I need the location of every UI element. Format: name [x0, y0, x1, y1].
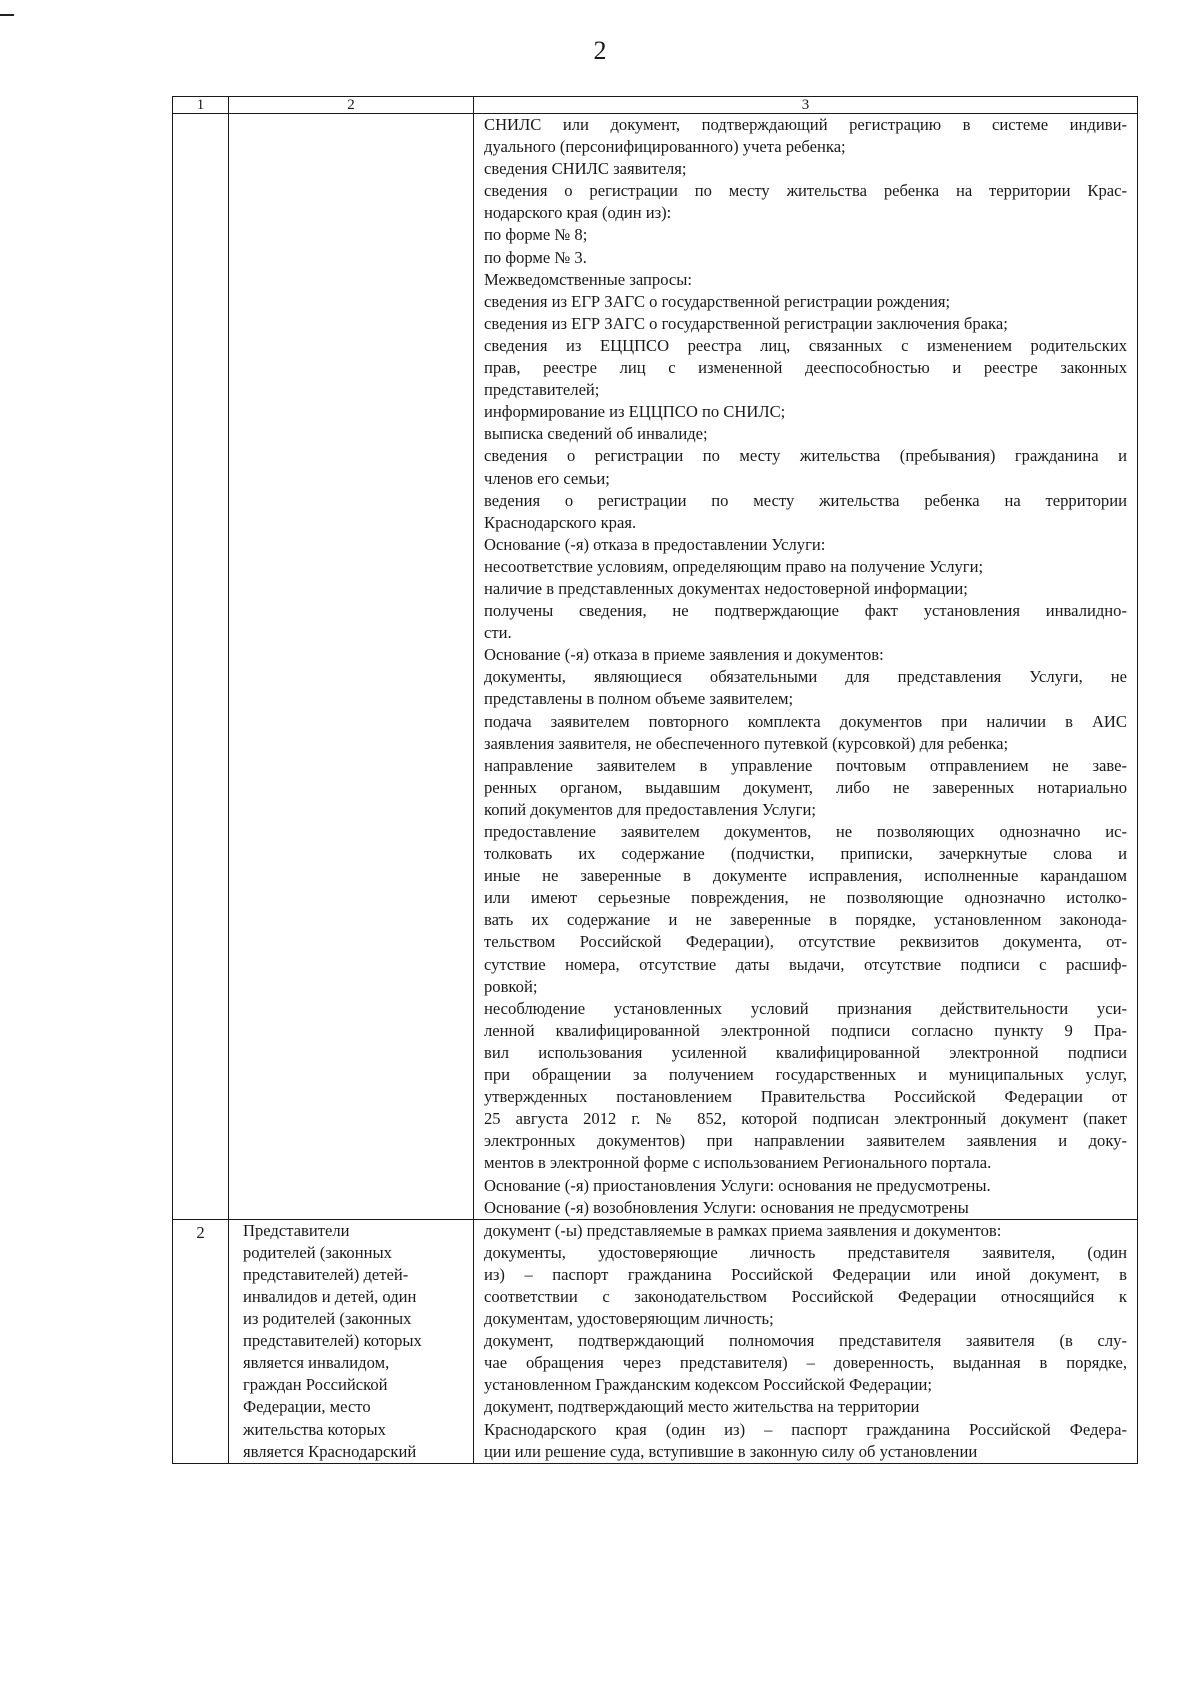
text-line: сведения из ЕГР ЗАГС о государственной регистрации рождения; [484, 291, 951, 311]
scan-mark [0, 14, 14, 16]
text-line: по форме № 3. [484, 247, 587, 267]
row-applicant-cell [229, 114, 474, 1220]
text-line: ленной квалифицированной электронной подписи согласно пункту 9 Пра- [484, 1020, 1127, 1040]
text-line: 25 августа 2012 г. № 852, которой подписан электронный документ (пакет [484, 1109, 1127, 1129]
text-line: граждан Российской [243, 1375, 388, 1395]
text-line: сведения о регистрации по месту жительства (пребывания) гражданина и [484, 446, 1127, 466]
text-line: Основание (-я) приостановления Услуги: основания не предусмотрены. [484, 1175, 991, 1195]
text-line: Основание (-я) возобновления Услуги: основания не предусмотрены [484, 1197, 969, 1217]
text-line: Краснодарского края (один из) – паспорт гражданина Российской Федера- [484, 1419, 1127, 1439]
text-line: копий документов для предоставления Услуги; [484, 799, 816, 819]
text-line: ровкой; [484, 976, 538, 996]
header-cell-3: 3 [474, 97, 1138, 114]
text-line: является инвалидом, [243, 1353, 390, 1373]
header-cell-2: 2 [229, 97, 474, 114]
text-line: электронных документов) при направлении заявителем заявления и доку- [484, 1131, 1127, 1151]
text-line: Краснодарского края. [484, 512, 637, 532]
text-line: документы, удостоверяющие личность представителя заявителя, (один [484, 1242, 1127, 1262]
text-line: родителей (законных [243, 1242, 392, 1262]
text-line: представлены в полном объеме заявителем; [484, 689, 794, 709]
text-line: Федерации, место [243, 1397, 371, 1417]
row-documents-cell [474, 1219, 1138, 1463]
text-line: или имеют серьезные повреждения, не позволяющие однозначно истолко- [484, 888, 1127, 908]
text-line: сти. [484, 623, 512, 643]
text-line: сведения о регистрации по месту жительства ребенка на территории Крас- [484, 181, 1127, 201]
text-line: Основание (-я) отказа в предоставлении Услуги: [484, 534, 826, 554]
text-line: ментов в электронной форме с использованием Регионального портала. [484, 1153, 992, 1173]
page-number: 2 [593, 36, 607, 65]
text-line: соответствии с законодательством Российской Федерации относящийся к [484, 1286, 1127, 1306]
text-line: инвалидов и детей, один [243, 1286, 417, 1306]
text-line: СНИЛС или документ, подтверждающий регистрацию в системе индиви- [484, 115, 1127, 134]
text-line: выписка сведений об инвалиде; [484, 424, 708, 444]
text-line: сведения из ЕГР ЗАГС о государственной регистрации заключения брака; [484, 313, 1008, 333]
text-line: по форме № 8; [484, 225, 588, 245]
table-row [173, 1219, 1138, 1463]
text-line: наличие в представленных документах недостоверной информации; [484, 578, 968, 598]
text-line: документам, удостоверяющим личность; [484, 1309, 774, 1329]
applicant-text [243, 1220, 467, 1463]
text-line: Представители [243, 1220, 350, 1240]
text-line: членов его семьи; [484, 468, 610, 488]
header-cell-1: 1 [173, 97, 229, 114]
text-line: сведения СНИЛС заявителя; [484, 159, 687, 179]
text-line: прав, реестре лиц с измененной дееспособностью и реестре законных [484, 358, 1127, 378]
text-line: ренных органом, выдавшим документ, либо не заверенных нотариально [484, 777, 1127, 797]
table-header-row [173, 97, 1138, 114]
text-line: ции или решение суда, вступившие в законную силу об установлении [484, 1441, 978, 1461]
text-line: представителей) детей- [243, 1264, 409, 1284]
text-line: представителей; [484, 380, 600, 400]
text-line: документ, подтверждающий место жительства на территории [484, 1397, 920, 1417]
text-line: при обращении за получением государственных и муниципальных услуг, [484, 1065, 1127, 1085]
text-line: иные не заверенные в документе исправления, исполненные карандашом [484, 866, 1127, 886]
text-line: тельством Российской Федерации), отсутствие реквизитов документа, от- [484, 932, 1127, 952]
text-line: несоответствие условиям, определяющим право на получение Услуги; [484, 556, 984, 576]
text-line: дуального (персонифицированного) учета ребенка; [484, 137, 846, 157]
row-applicant-cell [229, 1219, 474, 1463]
text-line: получены сведения, не подтверждающие факт установления инвалидно- [484, 601, 1127, 621]
text-line: толковать их содержание (подчистки, приписки, зачеркнутые слова и [484, 844, 1127, 864]
row-number [173, 114, 229, 1220]
text-line: сутствие номера, отсутствие даты выдачи, отсутствие подписи с расшиф- [484, 954, 1127, 974]
text-line: документ (-ы) представляемые в рамках приема заявления и документов: [484, 1220, 1002, 1240]
text-line: вил использования усиленной квалифицированной электронной подписи [484, 1042, 1127, 1062]
text-line: установленном Гражданским кодексом Российской Федерации; [484, 1375, 933, 1395]
text-line: является Краснодарский [243, 1441, 417, 1461]
text-line: сведения из ЕЦЦПСО реестра лиц, связанных с изменением родительских [484, 335, 1127, 355]
text-line: информирование из ЕЦЦПСО по СНИЛС; [484, 402, 786, 422]
text-line: ведения о регистрации по месту жительства ребенка на территории [484, 490, 1127, 510]
document-table [172, 96, 1138, 1464]
text-line: из) – паспорт гражданина Российской Федерации или иной документ, в [484, 1264, 1127, 1284]
text-line: нодарского края (один из): [484, 203, 672, 223]
documents-text [484, 114, 1127, 1219]
row-number: 2 [173, 1219, 229, 1463]
row-documents-cell [474, 114, 1138, 1220]
text-line: из родителей (законных [243, 1309, 412, 1329]
text-line: утвержденных постановлением Правительства Российской Федерации от [484, 1087, 1127, 1107]
text-line: жительства которых [243, 1419, 386, 1439]
text-line: документ, подтверждающий полномочия представителя заявителя (в слу- [484, 1331, 1127, 1351]
table-row [173, 114, 1138, 1220]
text-line: заявления заявителя, не обеспеченного путевкой (курсовкой) для ребенка; [484, 733, 1009, 753]
text-line: документы, являющиеся обязательными для представления Услуги, не [484, 667, 1127, 687]
text-line: несоблюдение установленных условий признания действительности уси- [484, 998, 1127, 1018]
text-line: представителей) которых [243, 1331, 422, 1351]
text-line: Межведомственные запросы: [484, 269, 693, 289]
text-line: чае обращения через представителя) – доверенность, выданная в порядке, [484, 1353, 1127, 1373]
text-line: Основание (-я) отказа в приеме заявления и документов: [484, 645, 884, 665]
documents-text [484, 1220, 1127, 1463]
text-line: направление заявителем в управление почтовым отправлением не заве- [484, 755, 1127, 775]
text-line: вать их содержание и не заверенные в порядке, установленном законода- [484, 910, 1127, 930]
text-line: предоставление заявителем документов, не позволяющих однозначно ис- [484, 822, 1127, 841]
text-line: подача заявителем повторного комплекта документов при наличии в АИС [484, 711, 1127, 731]
